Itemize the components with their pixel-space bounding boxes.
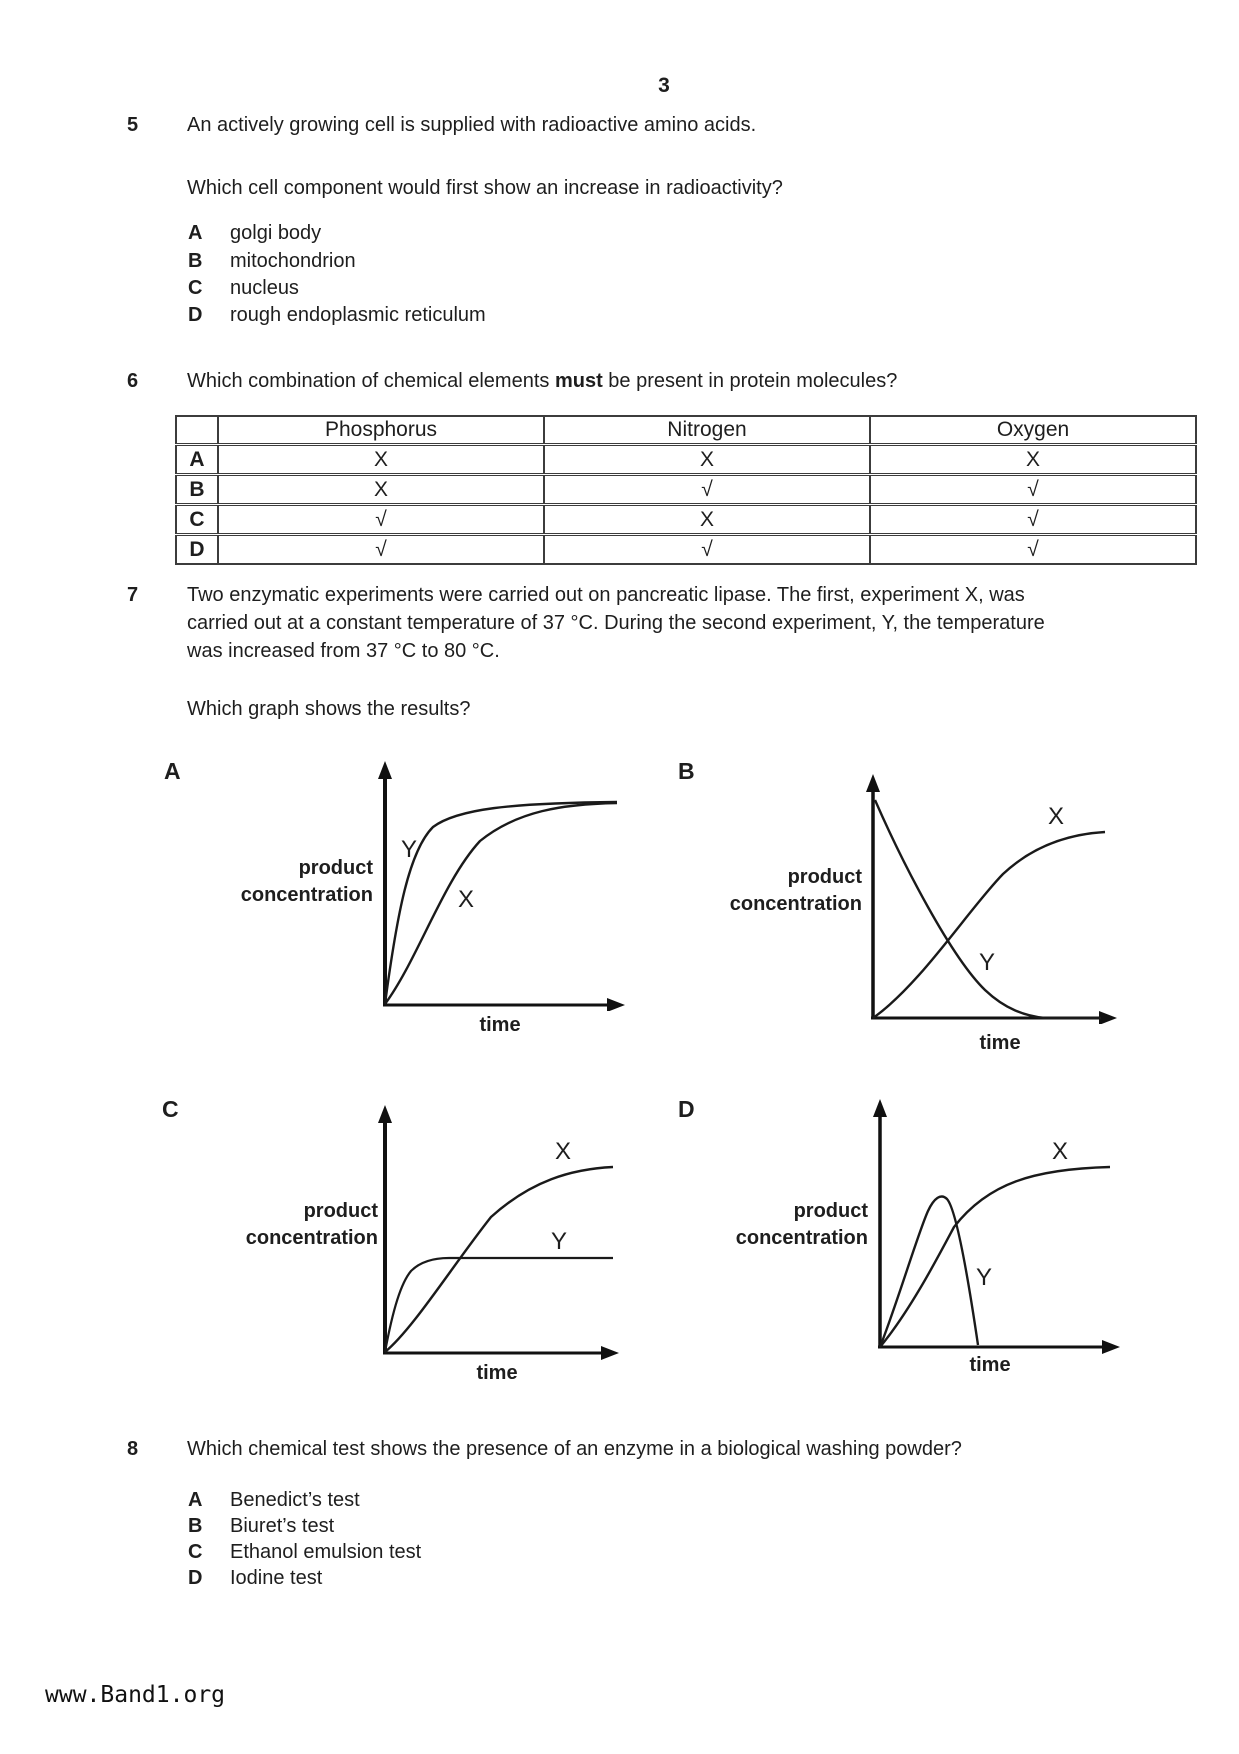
q8-option-a-letter: A — [188, 1489, 203, 1511]
q8-question: Which chemical test shows the presence of an enzyme in a biological washing powder? — [187, 1438, 962, 1460]
q6-row-c-cell-2: X — [544, 505, 870, 535]
graph-c-xlabel: time — [476, 1362, 518, 1384]
q8-option-a-text: Benedict’s test — [230, 1489, 360, 1511]
q6-question-pre: Which combination of chemical elements — [187, 370, 555, 392]
graph-c-plot — [345, 1103, 645, 1361]
q6-row-d-cell-2: √ — [544, 535, 870, 565]
graph-d-y-arrowhead-icon — [873, 1099, 887, 1117]
graph-b-curve-x-label: X — [1048, 803, 1065, 830]
q6-row-c-cell-1: √ — [218, 505, 544, 535]
q5-option-b-letter: B — [188, 250, 203, 272]
q7-number: 7 — [127, 584, 139, 606]
graph-a-curve-x-label: X — [458, 886, 475, 913]
q6-row-b-cell-1: X — [218, 475, 544, 505]
graph-a-x-arrowhead-icon — [607, 998, 625, 1011]
graph-d-curve-x — [880, 1167, 1110, 1347]
graph-a-y-arrowhead-icon — [378, 761, 392, 779]
graph-c-x-arrowhead-icon — [601, 1346, 619, 1360]
q5-number: 5 — [127, 114, 139, 136]
q7-line-3: was increased from 37 °C to 80 °C. — [187, 640, 500, 662]
table-row — [176, 535, 1196, 565]
graph-b-plot — [833, 772, 1133, 1024]
graph-a-xlabel: time — [479, 1014, 521, 1036]
q6-row-b-cell-2: √ — [544, 475, 870, 505]
q5-question: Which cell component would first show an increase in radioactivity? — [187, 177, 783, 199]
graph-c-curve-x-label: X — [555, 1138, 572, 1165]
q5-option-d-letter: D — [188, 304, 203, 326]
q8-option-b-text: Biuret’s test — [230, 1515, 335, 1537]
q8-option-d-letter: D — [188, 1567, 203, 1589]
graph-d-ylabel-line2: concentration — [735, 1227, 868, 1249]
q5-option-b-text: mitochondrion — [230, 250, 356, 272]
q6-row-b-cell-3: √ — [870, 475, 1196, 505]
q5-option-a-letter: A — [188, 222, 203, 244]
q8-option-c-text: Ethanol emulsion test — [230, 1541, 422, 1563]
graph-c-ylabel-line1: product — [303, 1200, 378, 1222]
q5-option-c-text: nucleus — [230, 277, 299, 299]
q7-question: Which graph shows the results? — [187, 698, 471, 720]
graph-c-curve-x — [385, 1167, 613, 1352]
graph-a-ylabel-line2: concentration — [240, 884, 373, 906]
graph-b-letter: B — [678, 758, 695, 784]
graph-d-xlabel: time — [969, 1354, 1011, 1376]
graph-a-curve-y-label: Y — [401, 836, 418, 863]
graph-d-letter: D — [678, 1096, 695, 1122]
q8-option-c — [188, 1539, 422, 1565]
q8-option-c-letter: C — [188, 1541, 203, 1563]
table-row — [176, 475, 1196, 505]
q5-option-b — [188, 248, 356, 274]
graph-b-ylabel-line1: product — [787, 866, 862, 888]
q6-question — [187, 368, 897, 394]
q8-option-d-text: Iodine test — [230, 1567, 323, 1589]
graph-b-ylabel — [660, 864, 862, 918]
q6-row-a-cell-3: X — [870, 445, 1196, 475]
q6-row-c-cell-3: √ — [870, 505, 1196, 535]
graph-b-y-arrowhead-icon — [866, 774, 880, 792]
graph-a-curve-y — [385, 802, 617, 1004]
q5-option-a-text: golgi body — [230, 222, 322, 244]
q6-row-c-label: C — [176, 505, 218, 535]
q8-option-b — [188, 1513, 335, 1539]
graph-c-ylabel-line2: concentration — [245, 1227, 378, 1249]
q6-row-d-label: D — [176, 535, 218, 565]
q5-option-c-letter: C — [188, 277, 203, 299]
q5-option-c — [188, 275, 299, 301]
page-number: 3 — [658, 74, 670, 97]
q6-table-corner-cell — [176, 416, 218, 445]
q5-option-a — [188, 220, 322, 246]
q7-line-2: carried out at a constant temperature of 37 °C. During the second experiment, Y, the temperature — [187, 612, 1045, 634]
q8-option-d — [188, 1565, 323, 1591]
q6-question-bold: must — [554, 370, 603, 392]
q6-table-header-nitrogen: Nitrogen — [544, 416, 870, 445]
graph-d-ylabel — [665, 1198, 868, 1252]
graph-d-x-arrowhead-icon — [1102, 1340, 1120, 1354]
q6-table-header-phosphorus: Phosphorus — [218, 416, 544, 445]
q5-option-d-text: rough endoplasmic reticulum — [230, 304, 486, 326]
graph-c-curve-y-label: Y — [551, 1228, 568, 1255]
graph-d-plot — [840, 1097, 1140, 1355]
q6-table — [175, 415, 1197, 565]
graph-a-letter: A — [164, 758, 181, 784]
table-row — [176, 445, 1196, 475]
q5-intro: An actively growing cell is supplied with radioactive amino acids. — [187, 114, 757, 136]
q6-row-b-label: B — [176, 475, 218, 505]
table-row — [176, 505, 1196, 535]
graph-a-curve-x — [385, 803, 617, 1004]
graph-b-x-arrowhead-icon — [1099, 1011, 1117, 1024]
q5-option-d — [188, 302, 486, 328]
graph-c-y-arrowhead-icon — [378, 1105, 392, 1123]
q8-number: 8 — [127, 1438, 139, 1460]
graph-b-ylabel-line2: concentration — [729, 893, 862, 915]
graph-c-curve-y — [385, 1258, 613, 1352]
graph-a-ylabel-line1: product — [298, 857, 373, 879]
q6-number: 6 — [127, 370, 139, 392]
q6-row-a-cell-1: X — [218, 445, 544, 475]
graph-b-curve-x — [873, 832, 1105, 1018]
graph-c-letter: C — [162, 1096, 179, 1122]
q6-row-a-cell-2: X — [544, 445, 870, 475]
q6-row-d-cell-1: √ — [218, 535, 544, 565]
graph-d-ylabel-line1: product — [793, 1200, 868, 1222]
graph-d-curve-x-label: X — [1052, 1138, 1069, 1165]
graph-a-plot — [345, 759, 645, 1011]
q8-option-a — [188, 1487, 360, 1513]
graph-a-ylabel — [170, 855, 373, 909]
q6-row-d-cell-3: √ — [870, 535, 1196, 565]
q8-option-b-letter: B — [188, 1515, 203, 1537]
q6-question-post: be present in protein molecules? — [602, 370, 898, 392]
graph-d-curve-y-label: Y — [976, 1264, 993, 1291]
graph-b-xlabel: time — [979, 1032, 1021, 1054]
q6-table-header-row — [176, 416, 1196, 445]
footer-url: www.Band1.org — [45, 1682, 226, 1708]
q7-line-1: Two enzymatic experiments were carried out on pancreatic lipase. The first, experiment X, was — [187, 584, 1025, 606]
q6-row-a-label: A — [176, 445, 218, 475]
q6-table-header-oxygen: Oxygen — [870, 416, 1196, 445]
graph-b-curve-y-label: Y — [979, 949, 996, 976]
